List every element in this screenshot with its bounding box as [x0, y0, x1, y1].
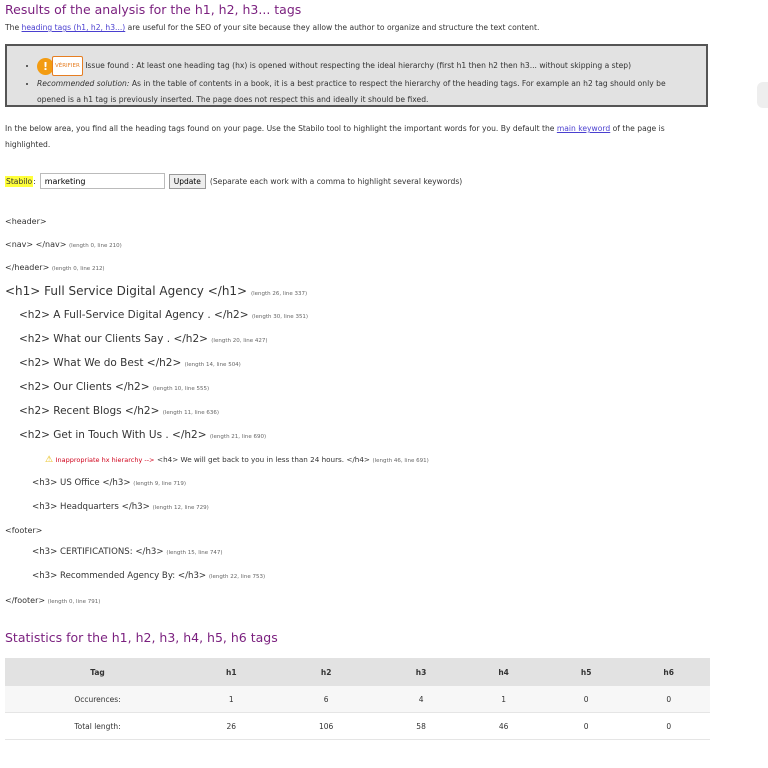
table-row — [5, 713, 710, 740]
solution-text: As in the table of contents in a book, it is a best practice to respect the hierarchy of the heading tags. For example an h2 tag should only be opened is a h1 tag is previously inserted. The page does not respect this and ideally it should be fixed. — [37, 79, 666, 104]
tag-h2: <h2> A Full-Service Digital Agency . </h2> (length 30, line 351) — [19, 309, 309, 321]
column-header: h1 — [190, 658, 273, 686]
table-cell: 46 — [462, 713, 545, 740]
solution-label: Recommended solution: — [37, 79, 130, 88]
row-label: Total length: — [5, 713, 190, 740]
stabilo-tool: Stabilo : marketing Update (Separate each work with a comma to highlight several keywords) — [5, 173, 462, 189]
warning-icon: ⚠ — [45, 455, 54, 465]
table-cell: 0 — [627, 686, 710, 713]
heading-tags-link[interactable]: heading tags (h1, h2, h3...) — [21, 23, 126, 32]
table-cell: 0 — [627, 713, 710, 740]
issue-text: Issue found : At least one heading tag (hx) is opened without respecting the ideal hierarchy (first h1 then h2 then h3... without skipping a step) — [85, 61, 632, 70]
results-title: Results of the analysis for the h1, h2, h3... tags — [5, 2, 302, 17]
column-header: h4 — [462, 658, 545, 686]
side-tab — [757, 82, 768, 108]
column-header: h6 — [627, 658, 710, 686]
exclamation-icon: ! — [37, 58, 54, 75]
tag-h2: <h2> What our Clients Say . </h2> (length 20, line 427) — [19, 333, 268, 345]
tag-h2: <h2> Recent Blogs </h2> (length 11, line 636) — [19, 405, 219, 417]
hierarchy-warning: Inappropriate hx hierarchy --> — [55, 456, 155, 464]
tag-h3: <h3> US Office </h3> (length 9, line 719) — [32, 478, 187, 488]
table-cell: 4 — [380, 686, 463, 713]
stabilo-label: Stabilo — [6, 176, 33, 186]
verifier-badge: VÉRIFIER — [52, 56, 83, 76]
tag-h3: <h3> CERTIFICATIONS: </h3> (length 15, line 747) — [32, 547, 223, 557]
issue-box — [5, 44, 708, 107]
stabilo-hint: (Separate each work with a comma to highlight several keywords) — [209, 176, 463, 186]
table-cell: 106 — [273, 713, 380, 740]
tag-header-close: </header> (length 0, line 212) — [5, 263, 105, 272]
stats-title: Statistics for the h1, h2, h3, h4, h5, h6 tags — [5, 630, 278, 645]
tag-h2: <h2> Get in Touch With Us . </h2> (length 21, line 690) — [19, 429, 267, 441]
table-cell: 6 — [273, 686, 380, 713]
table-cell: 58 — [380, 713, 463, 740]
table-cell: 0 — [545, 713, 628, 740]
table-cell: 0 — [545, 686, 628, 713]
table-cell: 26 — [190, 713, 273, 740]
below-area-text: In the below area, you find all the heading tags found on your page. Use the Stabilo tool to highlight the important words for you. By default the main keyword of the page is highlighted. — [5, 124, 665, 149]
tag-footer-close: </footer> (length 0, line 791) — [5, 596, 101, 605]
tag-h4-warning: ⚠ Inappropriate hx hierarchy --> <h4> We will get back to you in less than 24 hours. </h4> (length 46, line 691) — [45, 455, 429, 465]
row-label: Occurences: — [5, 686, 190, 713]
table-cell: 1 — [190, 686, 273, 713]
table-cell: 1 — [462, 686, 545, 713]
update-button[interactable]: Update — [169, 174, 206, 189]
table-row — [5, 686, 710, 713]
column-header: Tag — [5, 658, 190, 686]
column-header: h2 — [273, 658, 380, 686]
tag-nav: <nav> </nav> (length 0, line 210) — [5, 240, 122, 249]
column-header: h3 — [380, 658, 463, 686]
issue-item — [37, 56, 696, 76]
stats-table — [5, 658, 710, 740]
tag-h1: <h1> Full Service Digital Agency </h1> (length 26, line 337) — [5, 284, 308, 298]
column-header: h5 — [545, 658, 628, 686]
solution-item — [37, 76, 696, 108]
tag-h2: <h2> What We do Best </h2> (length 14, line 504) — [19, 357, 241, 369]
tag-footer-open: <footer> — [5, 526, 43, 535]
tag-h2: <h2> Our Clients </h2> (length 10, line 555) — [19, 381, 210, 393]
main-keyword-link[interactable]: main keyword — [556, 124, 611, 133]
tag-h3: <h3> Recommended Agency By: </h3> (length 22, line 753) — [32, 571, 266, 581]
tag-header-open: <header> — [5, 217, 47, 226]
tag-h3: <h3> Headquarters </h3> (length 12, line 729) — [32, 502, 209, 512]
stabilo-keyword-input[interactable] — [40, 173, 165, 189]
intro-text: The heading tags (h1, h2, h3...) are useful for the SEO of your site because they allow the author to organize and structure the text content. — [5, 23, 540, 32]
table-header-row — [5, 658, 710, 686]
